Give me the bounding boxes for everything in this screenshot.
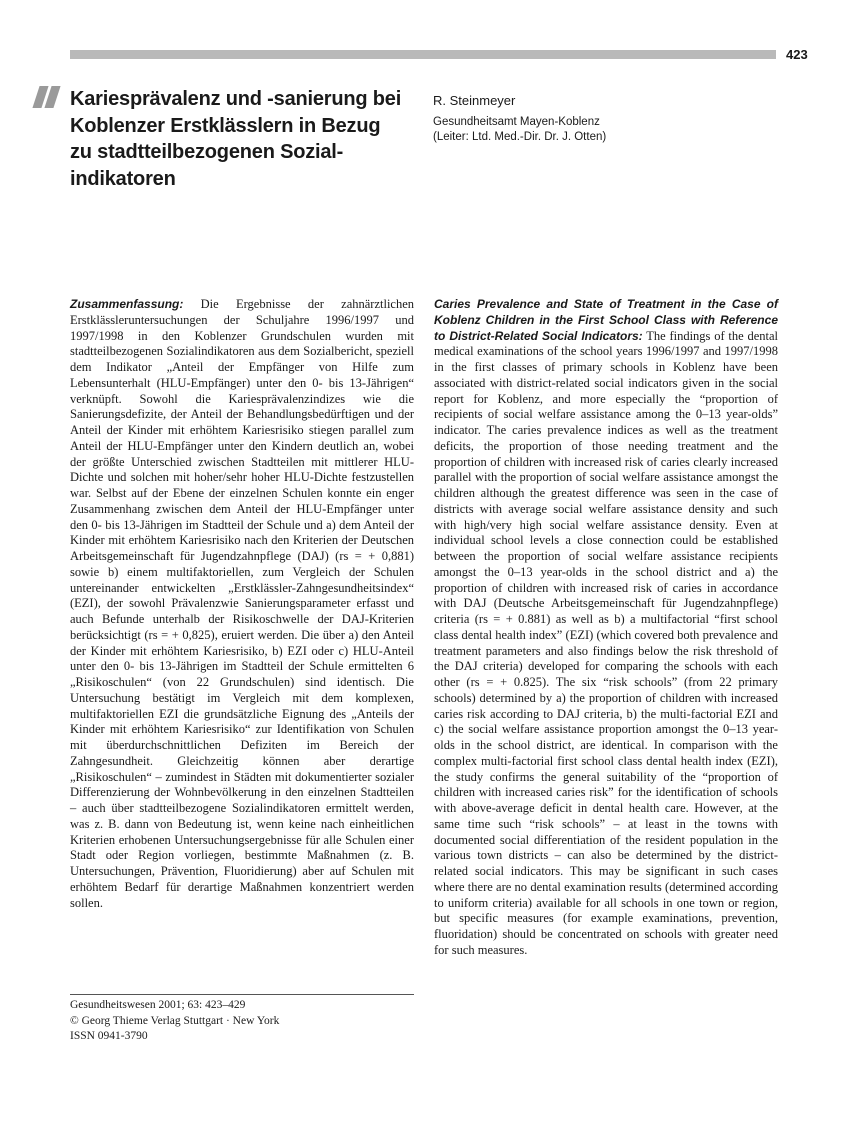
affiliation-line: Gesundheitsamt Mayen-Koblenz <box>433 116 600 128</box>
title-line: indikatoren <box>70 167 176 190</box>
header-bar <box>70 50 776 59</box>
footer-divider <box>70 994 414 995</box>
title-line: Koblenzer Erstklässlern in Bezug <box>70 114 381 137</box>
abstract-german-label: Zusammenfassung: <box>70 297 184 311</box>
abstract-english-label: Caries Prevalence and State of Treatment in the Case of Koblenz Children in the First School Class with Reference to District-Related Social Indicators: <box>434 297 778 343</box>
affiliation <box>433 115 606 145</box>
affiliation-line: (Leiter: Ltd. Med.-Dir. Dr. J. Otten) <box>433 131 607 143</box>
abstract-english <box>434 297 778 959</box>
quote-mark-icon <box>36 86 57 108</box>
footer-line: ISSN 0941-3790 <box>70 1030 148 1042</box>
title-line: Kariesprävalenz und -sanierung bei <box>70 88 402 110</box>
footer-line: © Georg Thieme Verlag Stuttgart · New York <box>70 1014 280 1027</box>
abstract-english-text: The findings of the dental medical examinations of the school years 1996/1997 and 1997/1998 in the first classes of primary schools in Koblenz have been associated with district-related social indicators given in the social report for Koblenz, and more especially the “proportion of recipients of social welfare assistance among the 0–13 year-olds” indicator. The caries prevalence indices as well as the treatment deficits, the proportion of those needing treatment and the proportion of children with increased risk of caries clearly increased parallel with the proportion of social welfare assistance amongst the children although the greatest difference was seen in the case of districts with average social welfare assistance density and such with high/very high social welfare assistance density. Even at individual school levels a close connection could be established between the proportion of social welfare assistance recipients amongst the 0–13 year-olds in the school district and a) the proportion of children with increased risk of caries in accordance with DAJ (Deutsche Arbeitsgemeinschaft für Jugendzahnpflege) criteria (rs = + 0.881) as well as b) a multifactorial “first school class dental health index” (EZI) (which covered both prevalence and treatment parameters and also findings below the risk threshold of the DAJ criteria) developed for comparing the schools with each other (rs = + 0.825). The six “risk schools” (from 22 primary schools) determined by a) the proportion of children with increased caries risk according to DAJ criteria, b) the multi-factorial EZI and c) the social welfare assistance proportion amongst the 0–13 year-olds in the school district, are identical. In comparison with the complex multi-factorial first school class dental health index (EZI), the study confirms the general suitability of the “proportion of children with increased caries risk” for the identification of schools with above-average deficit in dental health care. However, at the same time such “risk schools” – at least in the towns with documented social differentiation of the resident population in the various town districts – can also be determined by the district-related social indicators. This may be significant in such cases where there are no dental examination results (determined according to uniform criteria) available for all schools in one town or region, but specific measures (for example examinations, prevention, fluoridation) should be concentrated on schools with greater need for such measures. <box>434 328 778 957</box>
abstract-german-text: Die Ergebnisse der zahnärztlichen Erstklässleruntersuchungen der Schuljahre 1996/1997 und 1997/1998 in den Koblenzer Grundschulen wurden mit stadtteilbezogenen Sozialindikatoren aus dem Sozialbericht, speziell dem Indikator „Anteil der Empfänger von Hilfe zum Lebensunterhalt (HLU-Empfänger) unter den 0- bis 13-Jährigen“ verknüpft. Sowohl die Kariesprävalenzindizes wie die Sanierungsdefizite, der Anteil der Behandlungsbedürftigen und der Anteil der Kinder mit erhöhtem Kariesrisiko stiegen parallel zum Anteil der HLU-Empfänger unter den Kindern deutlich an, wobei der größte Unterschied zwischen Stadtteilen mit mittlerer HLU-Dichte und solchen mit hoher/sehr hoher HLU-Dichte festzustellen war. Selbst auf der Ebene der einzelnen Schulen konnte ein enger Zusammenhang zwischen dem Anteil der HLU-Empfänger unter den 0- bis 13-Jährigen im Stadtteil der Schule und a) dem Anteil der Kinder mit erhöhtem Kariesrisiko nach den Kriterien der Deutschen Arbeitsgemeinschaft für Jugendzahnpflege (DAJ) (rs = + 0,881) sowie b) einem multifaktoriellen, zum Vergleich der Schulen untereinander entwickelten „Erstklässler-Zahngesundheitsindex“ (EZI), der sowohl Prävalenzwie Sanierungsparameter erfasst und auch Befunde unterhalb der Risikoschwelle der DAJ-Kriterien berücksichtigt (rs = + 0,825), eruiert werden. Die über a) den Anteil der Kinder mit erhöhtem Kariesrisiko, b) EZI oder c) HLU-Anteil unter den 0- bis 13-Jährigen im Stadtteil der Schule ermittelten 6 „Risikoschulen“ (von 22 Grundschulen) sind identisch. Die Untersuchung bestätigt im Vergleich mit dem komplexen, multifaktoriellen EZI die grundsätzliche Eignung des „Anteils der Kinder mit erhöhtem Kariesrisiko“ zur Identifikation von Schulen mit überdurchschnittlichen Defiziten im Bereich der Zahngesundheit. Gleichzeitig können aber derartige „Risikoschulen“ – zumindest in Städten mit dokumentierter sozialer Differenzierung der Wohnbevölkerung in den einzelnen Stadtteilen – auch über stadtteilbezogene Sozialindikatoren ermittelt werden, was z. B. dann von Bedeutung ist, wenn keine nach einheitlichen Kriterien erhobenen Untersuchungsergebnisse für alle Schulen einer Stadt oder Region vorliegen, bestimmte Maßnahmen (z. B. Untersuchungen, Prävention, Fluoridierung) aber auf Schulen mit erhöhtem Bedarf für derartige Maßnahmen konzentriert werden sollen. <box>70 297 415 910</box>
footer-line: Gesundheitswesen 2001; 63: 423–429 <box>70 999 246 1011</box>
citation-footer <box>70 998 279 1045</box>
abstract-german <box>70 297 414 911</box>
author: R. Steinmeyer <box>433 93 516 108</box>
article-title <box>70 86 420 192</box>
page-number: 423 <box>786 47 808 62</box>
title-line: zu stadtteilbezogenen Sozial- <box>70 141 344 163</box>
